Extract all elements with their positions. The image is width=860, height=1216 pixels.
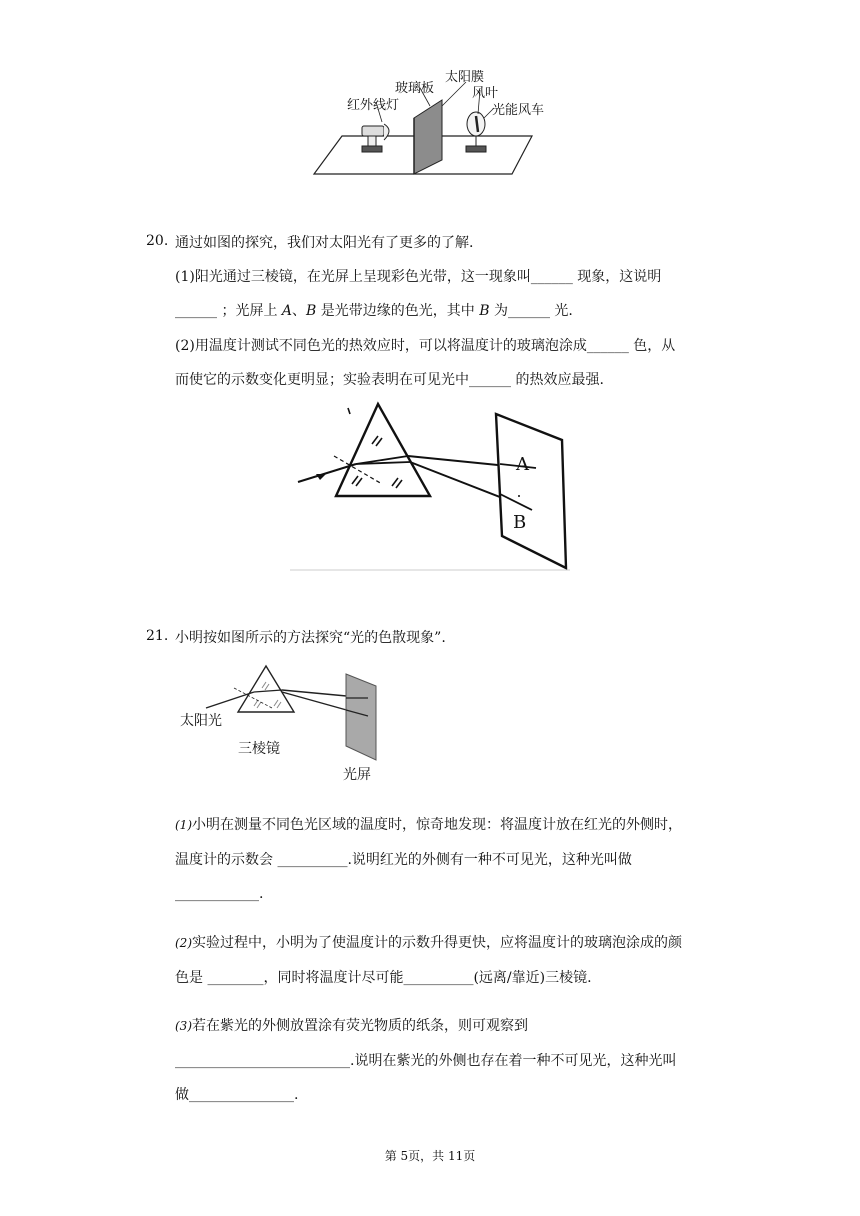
- glass-plate: [414, 100, 442, 174]
- question-21-part1-line2: 温度计的示数会 __________.说明红光的外侧有一种不可见光，这种光叫做: [175, 852, 632, 868]
- prism-dispersion-figure: [290, 400, 575, 575]
- question-20-part1-line2: ______ ；光屏上 A、B 是光带边缘的色光，其中 B 为______ 光.: [175, 303, 573, 319]
- question-21-part1-line1: (1)小明在测量不同色光区域的温度时，惊奇地发现：将温度计放在红光的外侧时，: [175, 817, 682, 833]
- prism: [336, 404, 430, 496]
- question-20-part2-line1: (2)用温度计测试不同色光的热效应时，可以将温度计的玻璃泡涂成______ 色，从: [175, 338, 676, 354]
- label-infrared-lamp: 红外线灯: [347, 98, 400, 113]
- question-21-part2-line1: (2)实验过程中，小明为了使温度计的示数升得更快，应将温度计的玻璃泡涂成的颜: [175, 935, 682, 951]
- screen-label-B: B: [513, 512, 527, 533]
- question-20-part2-line2: 而使它的示数变化更明显；实验表明在可见光中______ 的热效应最强.: [175, 372, 604, 388]
- label-sunlight: 太阳光: [180, 713, 222, 729]
- infrared-lamp: [362, 124, 389, 152]
- question-21-number: 21.: [146, 628, 169, 644]
- page-footer: 第 5页，共 11页: [384, 1149, 476, 1163]
- question-20-stem: 通过如图的探究，我们对太阳光有了更多的了解.: [175, 235, 474, 251]
- question-21-part3-line2: _________________________.说明在紫光的外侧也存在着一种不可见光，这种光叫: [175, 1053, 677, 1069]
- question-21-part3-line1: (3)若在紫光的外侧放置涂有荧光物质的纸条，则可观察到: [175, 1018, 528, 1034]
- label-fan-blade: 风叶: [472, 86, 499, 101]
- screen-label-A: A: [516, 454, 529, 475]
- question-21-part3-line3: 做_______________.: [175, 1087, 299, 1103]
- label-screen: 光屏: [343, 767, 371, 783]
- question-21-stem: 小明按如图所示的方法探究“光的色散现象”.: [175, 630, 446, 646]
- light-screen: [346, 674, 376, 760]
- solar-windmill: [466, 112, 486, 152]
- label-solar-film: 太阳膜: [445, 70, 485, 85]
- label-prism: 三棱镜: [238, 741, 280, 757]
- light-screen: [496, 414, 566, 568]
- question-21-part2-line2: 色是 ________，同时将温度计尽可能__________(远离/靠近)三棱镜.: [175, 970, 592, 986]
- label-glass-plate: 玻璃板: [395, 81, 435, 96]
- question-20-number: 20.: [146, 233, 169, 249]
- question-21-part1-line3: ____________.: [175, 886, 264, 902]
- question-20-part1-line1: (1)阳光通过三棱镜，在光屏上呈现彩色光带，这一现象叫______ 现象，这说明: [175, 269, 662, 285]
- label-solar-windmill: 光能风车: [492, 103, 545, 118]
